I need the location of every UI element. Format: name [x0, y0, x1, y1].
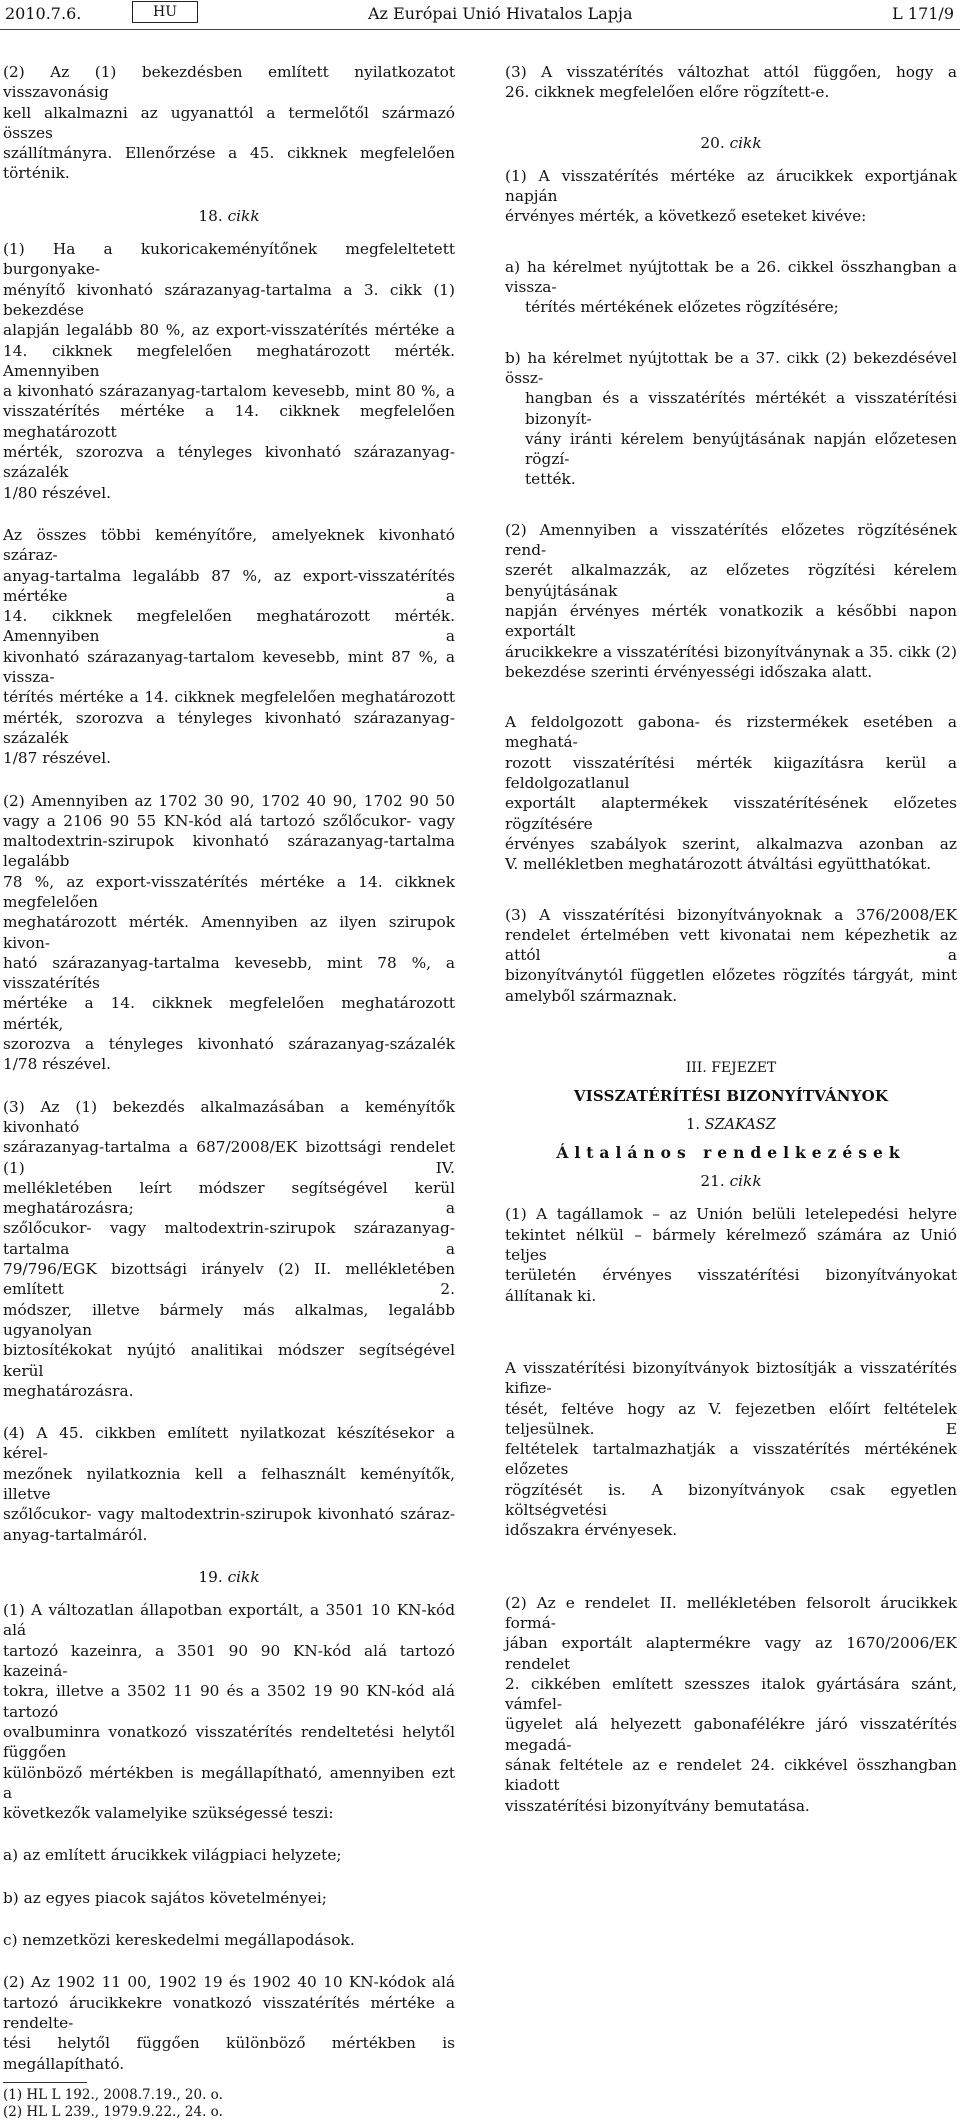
text-line: 14. cikknek megfelelően meghatározott mérték. Amennyiben [3, 341, 455, 380]
article-20-processed-products [505, 712, 957, 874]
text-line: (1) Ha a kukoricakeményítőnek megfeleltetett burgonyake- [3, 240, 455, 279]
text-line: 1/87 részével. [3, 749, 111, 768]
text-line: visszatérítési bizonyítvány bemutatása. [505, 1796, 810, 1815]
text-line: A feldolgozott gabona- és rizstermékek esetében a meghatá- [505, 713, 957, 752]
page-header [0, 0, 960, 30]
article-19-paragraph-2 [3, 1972, 455, 2073]
page-number: L 171/9 [892, 4, 954, 23]
text-line: (2) Az (1) bekezdésben említett nyilatkozatot visszavonásig [3, 63, 455, 102]
text-line: területén érvényes visszatérítési bizonyítványokat állítanak ki. [505, 1266, 957, 1305]
text-line: térítés mértéke a 14. cikknek megfelelően meghatározott [3, 688, 455, 707]
text-line: mérték, szorozva a tényleges kivonható szárazanyag-százalék [3, 443, 455, 482]
text-line: visszatérítés mértéke a 14. cikknek megfelelően meghatározott [3, 402, 455, 441]
article-18-paragraph-2 [3, 791, 455, 1075]
text-line: maltodextrin-szirupok kivonható szárazanyag-tartalma legalább [3, 832, 455, 871]
text-line: különböző mértékben is megállapítható, amennyiben ezt a [3, 1763, 455, 1802]
text-line: következők valamelyike szükségessé teszi: [3, 1804, 334, 1823]
text-line: exportált alaptermékek visszatérítésének előzetes rögzítésére [505, 794, 957, 833]
text-line: 78 %, az export-visszatérítés mértéke a 14. cikknek megfelelően [3, 872, 455, 911]
text-line: hangban és a visszatérítés mértékét a visszatérítési bizonyít- [525, 389, 957, 428]
article-20-point-b [505, 348, 957, 490]
text-line: bizonyítványtól független előzetes rögzítés tárgyát, mint [505, 966, 957, 985]
text-line: meghatározásra. [3, 1381, 134, 1400]
text-line: a) ha kérelmet nyújtottak be a 26. cikkel összhangban a vissza- [505, 257, 957, 297]
text-line: (2) Az 1902 11 00, 1902 19 és 1902 40 10 KN-kódok alá [3, 1973, 455, 1992]
text-line: vány iránti kérelem benyújtásának napján előzetesen rögzí- [525, 429, 957, 469]
text-line: napján érvényes mérték vonatkozik a későbbi napon exportált [505, 601, 957, 641]
text-line: ovalbuminra vonatkozó visszatérítés rendeltetési helytől függően [3, 1722, 455, 1762]
text-line: 1/78 részével. [3, 1055, 111, 1074]
text-line: érvényes szabályok szerint, alkalmazva azonban az [505, 834, 957, 853]
text-line: (4) A 45. cikkben említett nyilatkozat készítésekor a kérel- [3, 1424, 455, 1463]
text-line: Az összes többi keményítőre, amelyeknek kivonható száraz- [3, 525, 455, 565]
text-line: bekezdése szerinti érvényességi időszaka alatt. [505, 662, 873, 681]
text-line: alapján legalább 80 %, az export-visszatérítés mértéke a [3, 321, 455, 340]
article-20-paragraph-3 [505, 905, 957, 1006]
text-line: kivonható szárazanyag-tartalom kevesebb, mint 87 %, a vissza- [3, 647, 455, 687]
text-line: rozott visszatérítési mérték kiigazításra kerül a feldolgozatlanul [505, 753, 957, 793]
article-21-paragraph-1 [505, 1204, 957, 1305]
article-17-paragraph-2 [3, 62, 455, 184]
text-line: szerét alkalmazzák, az előzetes rögzítési kérelem benyújtásának [505, 561, 957, 600]
text-line: ügyelet alá helyezett gabonafélékre járó visszatérítés megadá- [505, 1715, 957, 1754]
journal-title: Az Európai Unió Hivatalos Lapja [368, 4, 633, 23]
text-line: 79/796/EGK bizottsági irányelv (2) II. mellékletében említett 2. [3, 1260, 455, 1299]
text-line: szállítmányra. Ellenőrzése a 45. cikknek megfelelően történik. [3, 144, 455, 183]
footnote-2: (2) HL L 239., 1979.9.22., 24. o. [3, 2103, 223, 2120]
text-line: tését, feltéve hogy az V. fejezetben előírt feltételek teljesülnek. E [505, 1399, 957, 1438]
text-line: 26. cikknek megfelelően előre rögzített-e. [505, 83, 830, 102]
article-19-title: 19. cikk [198, 1567, 260, 1586]
text-line: 2. cikkében említett szesszes italok gyártására szánt, vámfel- [505, 1674, 957, 1714]
article-20-paragraph-1 [505, 166, 957, 227]
article-18-paragraph-3 [3, 1097, 455, 1401]
text-line: meghatározott mérték. Amennyiben az ilyen szirupok kivon- [3, 913, 455, 952]
text-line: mellékletében leírt módszer segítségével kerül meghatározásra; a [3, 1178, 455, 1218]
text-line: 1/80 részével. [3, 483, 111, 502]
text-line: mértéke a 14. cikknek megfelelően meghatározott mérték, [3, 994, 455, 1033]
article-19-point-b: b) az egyes piacok sajátos követelményei; [3, 1888, 327, 1907]
text-line: tették. [525, 470, 576, 489]
chapter-title: VISSZATÉRÍTÉSI BIZONYÍTVÁNYOK [573, 1087, 889, 1106]
article-18-other-starch [3, 525, 455, 769]
text-line: (3) Az (1) bekezdés alkalmazásában a keményítők kivonható [3, 1097, 455, 1136]
publication-date: 2010.7.6. [5, 4, 82, 23]
text-line: szárazanyag-tartalma a 687/2008/EK bizottsági rendelet (1) IV. [3, 1138, 455, 1177]
text-line: időszakra érvényesek. [505, 1521, 678, 1540]
text-line: tokra, illetve a 3502 11 90 és a 3502 19 90 KN-kód alá tartozó [3, 1682, 455, 1721]
text-line: érvényes mérték, a következő eseteket kivéve: [505, 207, 867, 226]
article-19-paragraph-1 [3, 1600, 455, 1823]
article-21-paragraph-2 [505, 1593, 957, 1816]
article-19-paragraph-3 [505, 62, 957, 103]
text-line: sának feltétele az e rendelet 24. cikkével összhangban kiadott [505, 1756, 957, 1795]
text-line: szorozva a tényleges kivonható szárazanyag-százalék [3, 1035, 455, 1054]
text-line: rögzítését is. A bizonyítványok csak egyetlen költségvetési [505, 1480, 957, 1520]
article-21-title: 21. cikk [700, 1172, 762, 1191]
text-line: anyag-tartalmáról. [3, 1525, 148, 1544]
text-line: mérték, szorozva a tényleges kivonható szárazanyag-százalék [3, 708, 455, 747]
section-title: Általános rendelkezések [556, 1142, 906, 1162]
left-column [3, 62, 455, 2121]
text-line: kell alkalmazni az ugyanattól a termelőtől származó összes [3, 103, 455, 142]
text-line: mezőnek nyilatkoznia kell a felhasznált keményítők, illetve [3, 1464, 455, 1503]
text-line: vagy a 2106 90 55 KN-kód alá tartozó szőlőcukor- vagy [3, 811, 455, 830]
text-line: feltételek tartalmazhatják a visszatérítés mértékének előzetes [505, 1440, 957, 1479]
chapter-heading: III. FEJEZET [685, 1059, 777, 1076]
text-line: 14. cikknek megfelelően meghatározott mérték. Amennyiben a [3, 607, 455, 646]
text-line: szőlőcukor- vagy maltodextrin-szirupok szárazanyag-tartalma a [3, 1219, 455, 1258]
text-line: biztosítékokat nyújtó analitikai módszer segítségével kerül [3, 1341, 455, 1380]
text-line: (1) A változatlan állapotban exportált, a 3501 10 KN-kód alá [3, 1601, 455, 1640]
text-line: anyag-tartalma legalább 87 %, az export-visszatérítés mértéke a [3, 566, 455, 605]
text-line: szőlőcukor- vagy maltodextrin-szirupok kivonható száraz- [3, 1505, 455, 1524]
text-line: tekintet nélkül – bármely kérelmező számára az Unió teljes [505, 1225, 957, 1265]
article-18-paragraph-4 [3, 1423, 455, 1545]
right-column [505, 62, 957, 1816]
article-20-paragraph-2 [505, 520, 957, 682]
text-line: módszer, illetve bármely más alkalmas, legalább ugyanolyan [3, 1300, 455, 1339]
article-19-point-c: c) nemzetközi kereskedelmi megállapodások. [3, 1931, 355, 1950]
language-badge: HU [132, 1, 198, 23]
text-line: tési helytől függően különböző mértékben is megállapítható. [3, 2034, 455, 2073]
text-line: jában exportált alaptermékre vagy az 1670/2006/EK rendelet [505, 1634, 957, 1673]
text-line: térítés mértékének előzetes rögzítésére; [525, 298, 839, 317]
text-line: (1) A visszatérítés mértéke az árucikkek exportjának napján [505, 166, 957, 206]
footnote-1: (1) HL L 192., 2008.7.19., 20. o. [3, 2086, 223, 2103]
article-18-title: 18. cikk [198, 206, 260, 225]
article-21-certificates [505, 1358, 957, 1541]
footnote-divider [3, 2082, 87, 2083]
article-19-point-a: a) az említett árucikkek világpiaci helyzete; [3, 1846, 342, 1865]
text-line: ményítő kivonható szárazanyag-tartalma a 3. cikk (1) bekezdése [3, 280, 455, 319]
text-line: rendelet értelmében vett kivonatai nem képezhetik az attól a [505, 925, 957, 965]
text-line: (3) A visszatérítési bizonyítványoknak a 376/2008/EK [505, 905, 957, 924]
header-divider [0, 29, 960, 30]
article-20-title: 20. cikk [700, 133, 762, 152]
text-line: V. mellékletben meghatározott átváltási együtthatókat. [505, 855, 932, 874]
text-line: ható szárazanyag-tartalma kevesebb, mint 78 %, a visszatérítés [3, 953, 455, 993]
text-line: (2) Amennyiben az 1702 30 90, 1702 40 90, 1702 90 50 [3, 791, 455, 810]
text-line: tartozó kazeinra, a 3501 90 90 KN-kód alá tartozó kazeiná- [3, 1641, 455, 1681]
text-line: (1) A tagállamok – az Unión belüli letelepedési helyre [505, 1205, 957, 1224]
text-line: (3) A visszatérítés változhat attól függően, hogy a [505, 63, 957, 81]
text-line: tartozó árucikkekre vonatkozó visszatérítés mértéke a rendelte- [3, 1993, 455, 2032]
text-line: árucikkekre a visszatérítési bizonyítványnak a 35. cikk (2) [505, 642, 957, 661]
text-line: (2) Amennyiben a visszatérítés előzetes rögzítésének rend- [505, 520, 957, 560]
article-18-paragraph-1 [3, 239, 455, 503]
article-20-point-a [505, 257, 957, 318]
section-heading: 1. SZAKASZ [686, 1116, 776, 1133]
text-line: amelyből származnak. [505, 986, 678, 1005]
text-line: a kivonható szárazanyag-tartalom kevesebb, mint 80 %, a [3, 382, 455, 401]
text-line: A visszatérítési bizonyítványok biztosítják a visszatérítés kifize- [505, 1358, 957, 1398]
text-line: b) ha kérelmet nyújtottak be a 37. cikk (2) bekezdésével össz- [505, 348, 957, 387]
text-line: (2) Az e rendelet II. mellékletében felsorolt árucikkek formá- [505, 1593, 957, 1632]
